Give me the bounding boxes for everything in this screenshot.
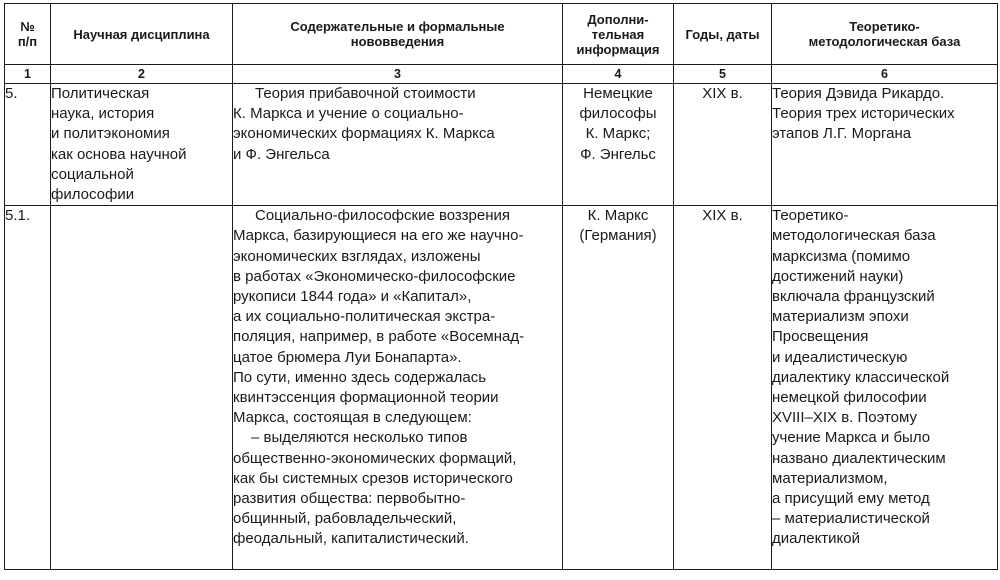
disciplines-table bbox=[4, 3, 998, 570]
column-number: 1 bbox=[5, 65, 51, 84]
column-number: 5 bbox=[674, 65, 772, 84]
years-cell: XIX в. bbox=[674, 206, 772, 570]
row-number-cell: 5.1. bbox=[5, 206, 51, 570]
column-number: 2 bbox=[51, 65, 233, 84]
header-discipline: Научная дисциплина bbox=[51, 4, 233, 65]
innovations-cell: Социально-философские воззрения Маркса, базирующиеся на его же научно- экономических взглядах, изложены в работах «Экономическо-философские рукописи 1844 года» и «Капитал», а их социально-политическая экстра- поляция, например, в работе «Восемнад- цатое брюмера Луи Бонапарта». По сути, именно здесь содержалась квинтэссенция формационной теории Маркса, состоящая в следующем: – выделяются несколько типов общественно-экономических формаций, как бы системных срезов исторического развития общества: первобытно- общинный, рабовладельческий, феодальный, капиталистический. bbox=[233, 206, 563, 570]
header-innovations: Содержательные и формальные нововведения bbox=[233, 4, 563, 65]
column-number: 6 bbox=[772, 65, 998, 84]
column-number: 4 bbox=[563, 65, 674, 84]
discipline-cell bbox=[51, 206, 233, 570]
row-number-cell: 5. bbox=[5, 84, 51, 206]
discipline-cell: Политическая наука, история и политэкономия как основа научной социальной философии bbox=[51, 84, 233, 206]
table-row bbox=[5, 206, 998, 570]
header-number: № п/п bbox=[5, 4, 51, 65]
additional-info-cell: К. Маркс (Германия) bbox=[563, 206, 674, 570]
years-cell: XIX в. bbox=[674, 84, 772, 206]
additional-info-cell: Немецкие философы К. Маркс; Ф. Энгельс bbox=[563, 84, 674, 206]
header-additional-info: Дополни- тельная информация bbox=[563, 4, 674, 65]
header-theoretical-base: Теоретико- методологическая база bbox=[772, 4, 998, 65]
column-number-row bbox=[5, 65, 998, 84]
theoretical-base-cell: Теория Дэвида Рикардо. Теория трех исторических этапов Л.Г. Моргана bbox=[772, 84, 998, 206]
theoretical-base-cell: Теоретико- методологическая база марксизма (помимо достижений науки) включала французский материализм эпохи Просвещения и идеалистическую диалектику классической немецкой философии XVIII–XIX в. Поэтому учение Маркса и было названо диалектическим материализмом, а присущий ему метод – материалистической диалектикой bbox=[772, 206, 998, 570]
column-number: 3 bbox=[233, 65, 563, 84]
innovations-cell: Теория прибавочной стоимости К. Маркса и учение о социально- экономических формациях К. Маркса и Ф. Энгельса bbox=[233, 84, 563, 206]
header-row bbox=[5, 4, 998, 65]
header-years: Годы, даты bbox=[674, 4, 772, 65]
table-row bbox=[5, 84, 998, 206]
